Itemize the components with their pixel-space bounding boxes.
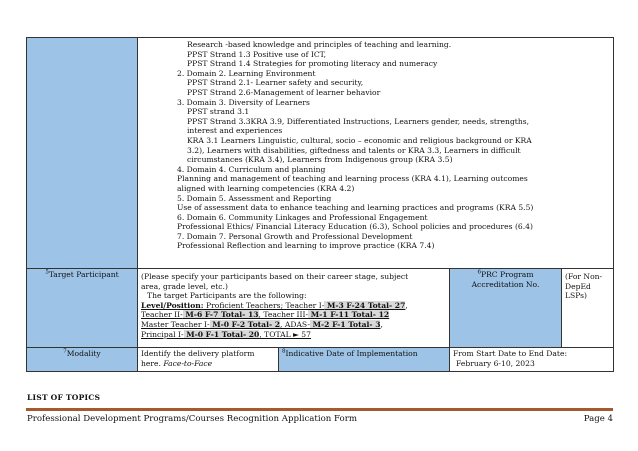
domains-label-cell: [27, 38, 138, 269]
domain-line: 6. Domain 6. Community Linkages and Professional Engagement: [177, 212, 428, 222]
target-participant-label: $^5$Target Participant: [27, 269, 138, 348]
implementation-date-content: From Start Date to End Date: February 6-10, 2023: [450, 348, 614, 372]
domain-line: KRA 3.1 Learners Linguistic, cultural, socio – economic and religious background or KRA: [187, 135, 532, 145]
domain-line: PPST Strand 3.3KRA 3.9, Differentiated Instructions, Learners gender, needs, strengths,: [187, 116, 530, 126]
domain-line: aligned with learning competencies (KRA 4.2): [177, 183, 355, 193]
list-of-topics-heading: LIST OF TOPICS: [27, 393, 101, 402]
application-form-table: [26, 37, 614, 372]
domain-line: PPST Strand 1.4 Strategies for promoting literacy and numeracy: [187, 59, 438, 69]
domain-line: 2. Domain 2. Learning Environment: [177, 68, 316, 78]
modality-row: [27, 348, 614, 372]
domain-line: Professional Reflection and learning to improve practice (KRA 7.4): [177, 241, 435, 251]
domain-line: interest and experiences: [187, 126, 283, 136]
domain-line: 4. Domain 4. Curriculum and planning: [177, 164, 326, 174]
implementation-date-value: February 6-10, 2023: [456, 358, 535, 368]
target-participant-row: [27, 269, 614, 348]
domain-line: PPST strand 3.1: [187, 107, 250, 117]
domain-line: circumstances (KRA 3.4), Learners from Indigenous group (KRA 3.5): [187, 155, 453, 165]
implementation-date-label: $^8$Indicative Date of Implementation: [279, 348, 450, 372]
domains-row: [27, 38, 614, 269]
footer-title: Professional Development Programs/Courses Recognition Application Form: [27, 414, 357, 424]
domain-line: 3. Domain 3. Diversity of Learners: [177, 97, 310, 107]
domain-line: Planning and management of teaching and learning process (KRA 4.1), Learning outcomes: [177, 174, 528, 184]
target-participant-content: (Please specify your participants based on their career stage, subject area, grade level, etc.) The target Participants are the following: Level/Position: Proficient Teachers; Teacher I- M-3 F-24 Total- 27, Teacher II- M-6 F-7 Total- 13, Teacher III- M-1 F-11 Total- 12 Master Teacher I- M-0 F-2 Total- 2, ADAS- M-2 F-1 Total- 3, Principal I- M-0 F-1 Total- 20, TOTAL ► 57: [138, 269, 450, 348]
footer-page-number: Page 4: [583, 414, 613, 424]
domains-content-cell: [138, 38, 614, 269]
non-deped-cell: (For Non-DepEd LSPs): [562, 269, 614, 348]
domain-line: PPST Strand 2.1- Learner safety and security,: [187, 78, 364, 88]
modality-content: Identify the delivery platform here. Face-to-Face: [138, 348, 279, 372]
domain-line: 5. Domain 5. Assessment and Reporting: [177, 193, 332, 203]
domain-line: Professional Ethics/ Financial Literacy Education (6.3), School policies and procedures (6.4): [177, 222, 533, 232]
footer-divider: [26, 408, 613, 411]
domain-line: PPST Strand 2.6-Management of learner behavior: [187, 87, 381, 97]
domain-line: Research -based knowledge and principles of teaching and learning.: [187, 40, 452, 49]
domain-line: 3.2), Learners with disabilities, giftedness and talents or KRA 3.3, Learners in difficult: [187, 145, 521, 155]
modality-label: $^7$Modality: [27, 348, 138, 372]
domain-line: Use of assessment data to enhance teaching and learning practices and programs (KRA 5.5): [177, 203, 534, 213]
domain-line: PPST Strand 1.3 Positive use of ICT,: [187, 49, 327, 59]
prc-accreditation-label: $^6$PRC Program Accreditation No.: [450, 269, 562, 348]
modality-value: Face-to-Face: [163, 358, 213, 368]
domain-line: 7. Domain 7. Personal Growth and Professional Development: [177, 231, 413, 241]
